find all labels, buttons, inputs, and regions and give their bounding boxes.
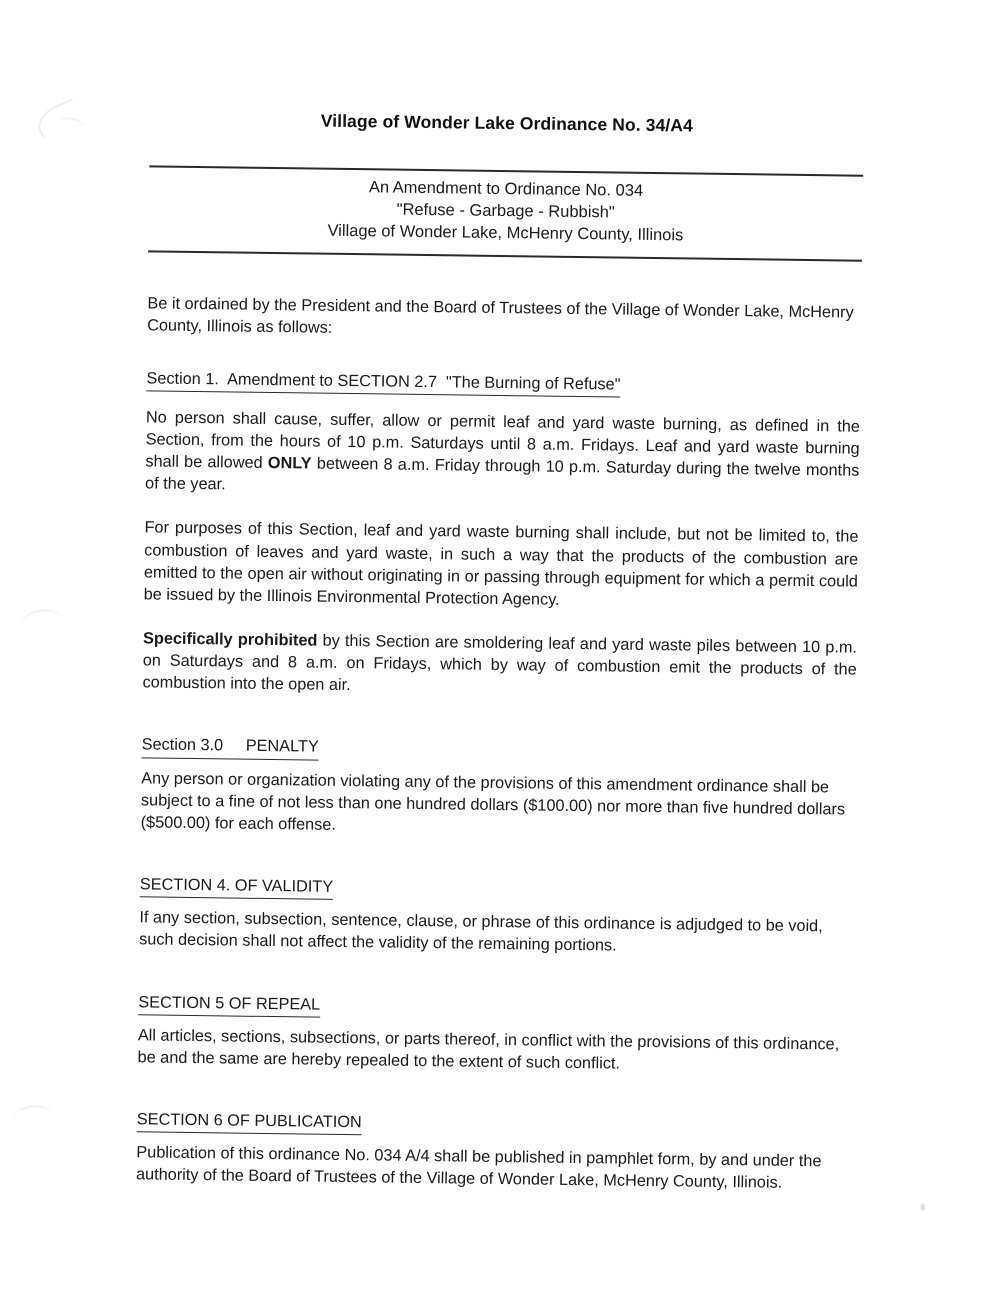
section-4-paragraph-1 bbox=[139, 907, 854, 961]
subtitle-line-1: An Amendment to Ordinance No. 034 bbox=[368, 178, 644, 200]
section-heading-5-repeal: SECTION 5 OF REPEAL bbox=[138, 991, 320, 1018]
subtitle-line-3: Village of Wonder Lake, McHenry County, Illinois bbox=[327, 221, 684, 244]
scan-smudge-artifact bbox=[33, 99, 83, 141]
emphasis-text: Specifically prohibited bbox=[142, 629, 318, 650]
body-text: No person shall cause, suffer, allow or permit leaf and yard waste burning, as defined in the Section, from the hours of 10 p.m. Saturdays until 8 a.m. Fridays. Leaf and yard waste burning shall be allowed bbox=[145, 408, 861, 473]
section-heading-4-validity: SECTION 4. OF VALIDITY bbox=[140, 873, 334, 900]
emphasis-text: ONLY bbox=[267, 454, 312, 473]
scan-speck-artifact bbox=[921, 1204, 925, 1211]
scan-smudge-artifact bbox=[13, 1104, 53, 1128]
section-heading-1: Section 1. Amendment to SECTION 2.7 "The Burning of Refuse" bbox=[146, 367, 620, 397]
section-5-paragraph-1 bbox=[137, 1024, 852, 1078]
section-3-paragraph-1 bbox=[141, 767, 856, 843]
body-text: between 8 a.m. Friday through 10 p.m. Saturday during the twelve months of the year. bbox=[144, 454, 860, 494]
section-heading-3-penalty: Section 3.0 PENALTY bbox=[142, 734, 319, 760]
section-1-paragraph-3 bbox=[142, 627, 857, 703]
scan-smudge-artifact bbox=[21, 608, 64, 636]
body-text: All articles, sections, subsections, or parts thereof, in conflict with the provisions of this ordinance, be and the same are hereby repealed to the extent of such conflict. bbox=[137, 1026, 840, 1073]
page-title: Village of Wonder Lake Ordinance No. 34/A4 bbox=[320, 110, 694, 136]
body-text: Any person or organization violating any of the provisions of this amendment ordinance shall be subject to a fine of not less than one hundred dollars ($100.00) nor more than five hundred dollars ($500.00) for each offense. bbox=[140, 768, 846, 834]
body-text: If any section, subsection, sentence, clause, or phrase of this ordinance is adjudged to be void, such decision shall not affect the validity of the remaining portions. bbox=[139, 908, 823, 955]
section-heading-6-publication: SECTION 6 OF PUBLICATION bbox=[137, 1108, 362, 1135]
scan-smudge-artifact bbox=[58, 116, 86, 134]
body-text: by this Section are smoldering leaf and yard waste piles between 10 p.m. on Saturdays and 8 a.m. on Fridays, which by way of combustion emit the products of the combustion into the open air. bbox=[142, 631, 858, 695]
document-content bbox=[136, 0, 866, 1195]
section-1-paragraph-1 bbox=[145, 406, 860, 504]
document-subtitle bbox=[148, 167, 863, 251]
section-1-paragraph-2 bbox=[144, 517, 859, 615]
subtitle-line-2: "Refuse - Garbage - Rubbish" bbox=[396, 200, 615, 222]
enactment-clause: Be it ordained by the President and the Board of Trustees of the Village of Wonder Lake, McHenry County, Illinois as follows: bbox=[147, 294, 854, 338]
section-6-paragraph-1 bbox=[136, 1141, 851, 1195]
body-text: For purposes of this Section, leaf and yard waste burning shall include, but not be limited to, the combustion of leaves and yard waste, in such a way that the products of the combustion are emitted to the open air without originating in or passing through equipment for which a permit could be issued by the Illinois Environmental Protection Agency. bbox=[143, 518, 859, 609]
body-text: Publication of this ordinance No. 034 A/4 shall be published in pamphlet form, by and under the authority of the Board of Trustees of the Village of Wonder Lake, McHenry County, Illinois. bbox=[135, 1143, 822, 1193]
